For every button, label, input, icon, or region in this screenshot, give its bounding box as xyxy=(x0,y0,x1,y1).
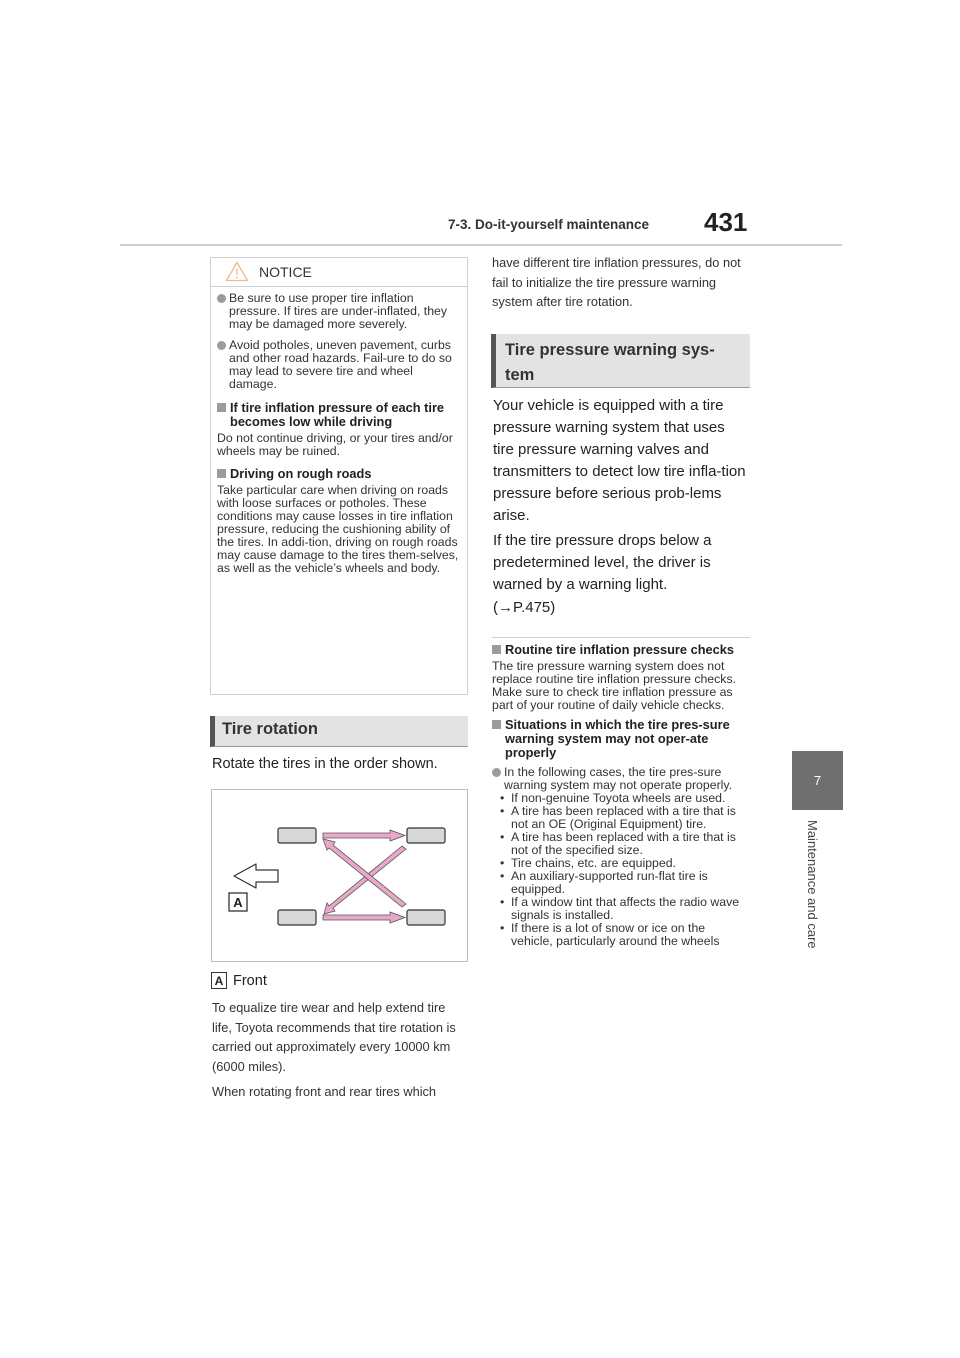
rotation-intro: Rotate the tires in the order shown. xyxy=(212,756,438,772)
notice-header xyxy=(211,258,467,287)
tpws-page-reference: (→P.475) xyxy=(493,599,556,616)
tpws-heading: Tire pressure warning sys- tem xyxy=(491,334,750,388)
page-number: 431 xyxy=(704,207,748,237)
tire-front-left xyxy=(278,828,316,843)
header-divider xyxy=(120,244,842,246)
front-arrow-icon xyxy=(234,864,278,888)
notice-subheading: Driving on rough roads xyxy=(217,467,461,481)
routine-paragraph: The tire pressure warning system does not replace routine tire inflation pressure checks. Make sure to check tire inflation pressure as part of your routine of daily vehicle checks. xyxy=(492,659,737,712)
arrow-rear-right-to-front-left xyxy=(323,839,406,907)
tire-rear-left xyxy=(278,910,316,925)
diagram-legend xyxy=(211,972,267,989)
notice-body xyxy=(217,292,461,584)
arrow-front-right-to-rear-left xyxy=(324,846,406,914)
notice-bullet: Be sure to use proper tire inflation pressure. If tires are under-inflated, they may be damaged more severely. xyxy=(217,292,461,331)
square-bullet-icon xyxy=(492,720,501,729)
notice-box xyxy=(210,257,468,695)
chapter-tab xyxy=(792,751,843,810)
square-bullet-icon xyxy=(217,403,226,412)
situation-item: • A tire has been replaced with a tire that is not an OE (Original Equipment) tire. xyxy=(500,804,736,831)
front-badge-text: A xyxy=(233,895,243,910)
notice-subheading: If tire inflation pressure of each tire becomes low while driving xyxy=(217,401,461,429)
rotation-diagram-svg xyxy=(212,790,467,961)
notice-title: NOTICE xyxy=(259,264,312,280)
bullet-icon xyxy=(217,341,226,350)
tire-front-right xyxy=(407,828,445,843)
warning-triangle-icon xyxy=(225,261,249,282)
square-bullet-icon xyxy=(217,469,226,478)
legend-badge: A xyxy=(211,972,227,989)
situations-heading: Situations in which the tire pres-sure warning system may not oper-ate properly xyxy=(492,718,748,760)
tire-rear-right xyxy=(407,910,445,925)
tire-rotation-heading: Tire rotation xyxy=(210,716,468,747)
situation-item: • If non-genuine Toyota wheels are used. xyxy=(500,791,726,805)
rotation-paragraph: To equalize tire wear and help extend tire life, Toyota recommends that tire rotation is carried out approximately every 10000 km (6000 miles). xyxy=(212,1000,456,1074)
routine-heading: Routine tire inflation pressure checks xyxy=(492,643,748,657)
situation-item: • An auxiliary-supported run-flat tire is equipped. xyxy=(500,869,708,896)
notice-paragraph: Take particular care when driving on roads with loose surfaces or potholes. These conditions may cause losses in tire inflation pressure, reducing the cushioning ability of the tires. In addi-tion, driving on rough roads may cause damage to the tires them-selves, as well as the vehicle’s wheels and body. xyxy=(217,483,459,575)
legend-text: Front xyxy=(233,972,267,989)
notice-bullet: Avoid potholes, uneven pavement, curbs and other road hazards. Fail-ure to do so may lead to severe tire and wheel damage. xyxy=(217,339,461,391)
tpws-paragraph-2: If the tire pressure drops below a predetermined level, the driver is warned by a warning light. xyxy=(493,532,712,593)
situation-item: • Tire chains, etc. are equipped. xyxy=(500,856,676,870)
notes-column xyxy=(492,643,748,948)
section-title: 7-3. Do-it-yourself maintenance xyxy=(448,217,650,232)
chapter-label: Maintenance and care xyxy=(805,820,820,949)
square-bullet-icon xyxy=(492,645,501,654)
tpws-paragraph: Your vehicle is equipped with a tire pressure warning system that uses tire pressure warning valves and transmitters to detect low tire infla-tion pressure before serious prob-lems arise. xyxy=(493,397,746,524)
rotation-paragraph-continuation: have different tire inflation pressures, do not fail to initialize the tire pressure warning system after tire rotation. xyxy=(492,255,741,309)
bullet-icon xyxy=(492,768,501,777)
divider xyxy=(492,637,750,638)
situation-item: • If there is a lot of snow or ice on the vehicle, particularly around the wheels xyxy=(500,921,720,948)
arrow-rear-left-to-right xyxy=(323,912,405,923)
arrow-front-left-to-right xyxy=(323,830,405,841)
notice-paragraph: Do not continue driving, or your tires and/or wheels may be ruined. xyxy=(217,431,453,458)
rotation-paragraph-continued: When rotating front and rear tires which xyxy=(212,1084,437,1099)
chapter-number: 7 xyxy=(813,773,822,788)
tire-rotation-diagram xyxy=(211,789,468,962)
bullet-icon xyxy=(217,294,226,303)
situation-item: • If a window tint that affects the radio wave signals is installed. xyxy=(500,895,740,922)
situations-intro: In the following cases, the tire pres-sure warning system may not operate properly. xyxy=(492,766,748,792)
situation-item: • A tire has been replaced with a tire that is not of the specified size. xyxy=(500,830,736,857)
